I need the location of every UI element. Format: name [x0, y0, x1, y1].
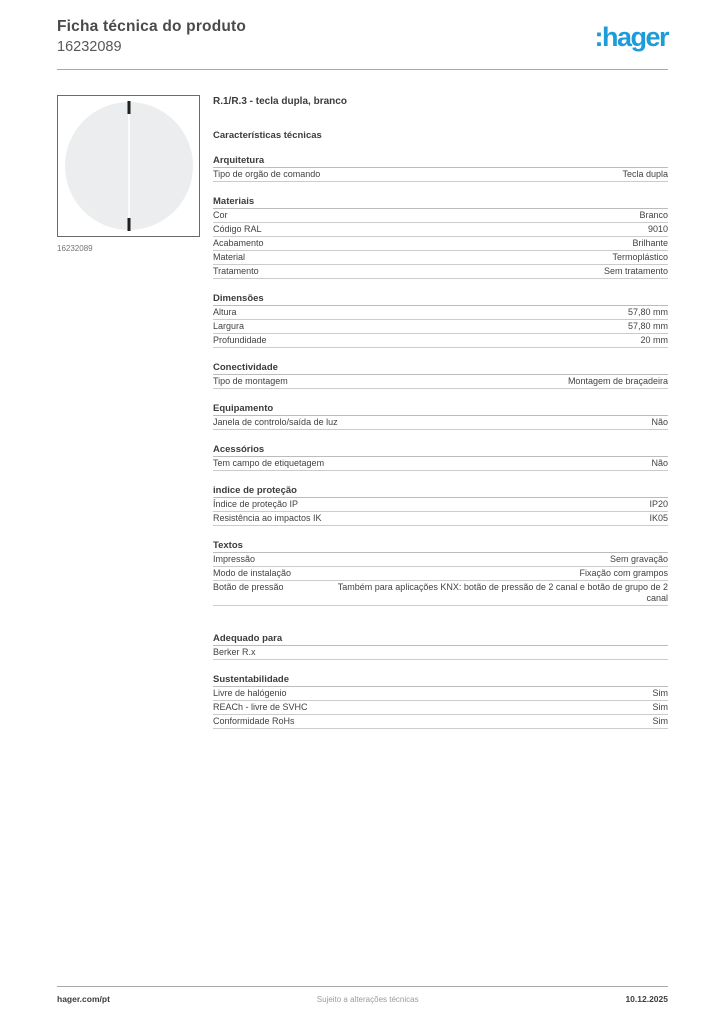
spec-label: Impressão — [213, 554, 256, 564]
spec-row — [213, 334, 668, 348]
spec-row — [213, 498, 668, 512]
section-title: Conectividade — [213, 362, 668, 375]
spec-value: 57,80 mm — [627, 307, 668, 317]
spec-value: IK05 — [649, 513, 668, 523]
product-image — [57, 95, 200, 237]
spec-row — [213, 553, 668, 567]
spec-value: Sim — [652, 688, 668, 698]
spec-label: Tem campo de etiquetagem — [213, 458, 325, 468]
spec-sections — [213, 155, 668, 729]
spec-value: Sim — [652, 716, 668, 726]
spec-value: Sim — [652, 702, 668, 712]
spec-value: Montagem de braçadeira — [567, 376, 668, 386]
page-header — [57, 18, 668, 55]
spec-column — [213, 95, 668, 729]
section-adequado-para — [213, 633, 668, 660]
spec-label: Tipo de montagem — [213, 376, 288, 386]
section-sustentabilidade — [213, 674, 668, 729]
spec-value: Fixação com grampos — [579, 568, 668, 578]
spec-value: Sem gravação — [609, 554, 668, 564]
product-image-caption: 16232089 — [57, 244, 93, 253]
spec-row — [213, 512, 668, 526]
section-title: Adequado para — [213, 633, 668, 646]
section-dimensoes — [213, 293, 668, 348]
product-title: R.1/R.3 - tecla dupla, branco — [213, 96, 347, 107]
section-title: Arquitetura — [213, 155, 668, 168]
page-title: Ficha técnica do produto — [57, 18, 247, 35]
footer-divider — [57, 986, 668, 987]
section-textos — [213, 540, 668, 606]
spec-label: Tratamento — [213, 266, 259, 276]
section-indice-de-protecao — [213, 485, 668, 526]
section-acessorios — [213, 444, 668, 471]
footer-date: 10.12.2025 — [625, 994, 668, 1004]
spec-label: Acabamento — [213, 238, 264, 248]
spec-label: Conformidade RoHs — [213, 716, 295, 726]
spec-row — [213, 646, 668, 660]
content-area — [57, 95, 668, 729]
spec-row — [213, 701, 668, 715]
tech-characteristics-heading: Características técnicas — [213, 130, 322, 141]
spec-row — [213, 416, 668, 430]
spec-value: IP20 — [649, 499, 668, 509]
section-title: Sustentabilidade — [213, 674, 668, 687]
spec-row — [213, 320, 668, 334]
section-title: Equipamento — [213, 403, 668, 416]
rocker-tick-top — [127, 101, 130, 114]
section-title: Textos — [213, 540, 668, 553]
spec-label: Berker R.x — [213, 647, 256, 657]
spec-row — [213, 457, 668, 471]
spec-row — [213, 687, 668, 701]
spec-label: Resistência ao impactos IK — [213, 513, 322, 523]
spec-row — [213, 265, 668, 279]
spec-label: Cor — [213, 210, 228, 220]
spec-label: Altura — [213, 307, 237, 317]
spec-label: Tipo de orgão de comando — [213, 169, 321, 179]
hager-logo: :hager — [594, 22, 668, 52]
rocker-seam — [128, 104, 130, 228]
header-divider — [57, 69, 668, 70]
spec-row — [213, 375, 668, 389]
spec-row — [213, 237, 668, 251]
footer-website-link[interactable]: hager.com/pt — [57, 994, 110, 1004]
spec-row — [213, 223, 668, 237]
section-title: Materiais — [213, 196, 668, 209]
page-footer — [57, 994, 668, 1004]
section-equipamento — [213, 403, 668, 430]
spec-value: Tecla dupla — [622, 169, 668, 179]
spec-row — [213, 567, 668, 581]
spec-label: Livre de halógenio — [213, 688, 287, 698]
spec-label: Código RAL — [213, 224, 262, 234]
spec-label: Botão de pressão — [213, 582, 284, 592]
image-column — [57, 95, 213, 729]
spec-label: Material — [213, 252, 246, 262]
spec-row — [213, 715, 668, 729]
section-arquitetura — [213, 155, 668, 182]
spec-value: Não — [651, 417, 668, 427]
section-title: indice de proteção — [213, 485, 668, 498]
section-materiais — [213, 196, 668, 279]
spec-value: Brilhante — [632, 238, 668, 248]
spec-value: Branco — [639, 210, 668, 220]
spec-row — [213, 581, 668, 606]
spec-row — [213, 306, 668, 320]
spec-label: Modo de instalação — [213, 568, 292, 578]
section-title: Dimensões — [213, 293, 668, 306]
spec-value: Sem tratamento — [603, 266, 668, 276]
section-conectividade — [213, 362, 668, 389]
spec-value: Não — [651, 458, 668, 468]
spec-value: 9010 — [647, 224, 668, 234]
rocker-tick-bottom — [127, 218, 130, 231]
spec-label: REACh - livre de SVHC — [213, 702, 308, 712]
spec-value: Também para aplicações KNX: botão de pressão de 2 canal e botão de grupo de 2 canal — [337, 582, 668, 603]
spec-value: 57,80 mm — [627, 321, 668, 331]
spec-label: Largura — [213, 321, 245, 331]
spec-label: Profundidade — [213, 335, 267, 345]
spec-row — [213, 251, 668, 265]
spec-row — [213, 209, 668, 223]
footer-disclaimer: Sujeito a alterações técnicas — [316, 995, 419, 1004]
spec-row — [213, 168, 668, 182]
rocker-switch-graphic — [65, 102, 193, 230]
header-product-id: 16232089 — [57, 39, 122, 55]
header-text-block — [57, 18, 246, 55]
spec-value: 20 mm — [640, 335, 668, 345]
spec-label: Janela de controlo/saída de luz — [213, 417, 338, 427]
spec-value: Termoplástico — [612, 252, 668, 262]
section-title: Acessórios — [213, 444, 668, 457]
spec-label: Índice de proteção IP — [213, 499, 299, 509]
